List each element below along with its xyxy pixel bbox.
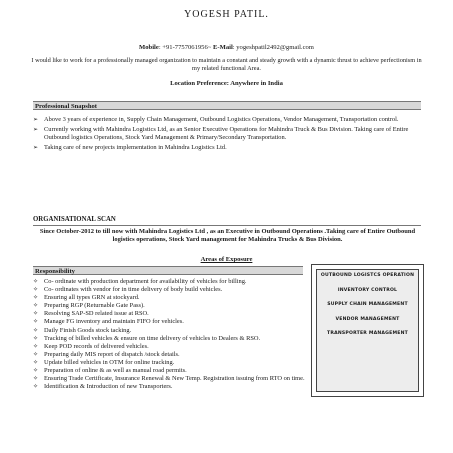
diamond-bullet-icon: ✧ [33, 350, 39, 358]
diamond-bullet-icon: ✧ [33, 383, 39, 391]
list-item: ➢ Above 3 years of experience in, Supply Chain Management, Outbound Logistics Operations, Vendor Management, Transportation control. [33, 116, 399, 123]
diamond-bullet-icon: ✧ [33, 334, 39, 342]
current-role-summary: Since October-2012 to till now with Mahindra Logistics Ltd , as an Executive in Outbound Operations .Taking care of Entire Outbound logistics operations, Stock Yard management for Mahindra Trucks & Bus Division. [39, 228, 416, 243]
list-item: ✧ Preparing daily MIS report of dispatch /stock details. [33, 350, 180, 358]
diamond-bullet-icon: ✧ [33, 278, 39, 285]
diamond-bullet-icon: ✧ [33, 358, 39, 366]
contact-line [0, 44, 453, 51]
email-label: E-Mail [213, 44, 233, 51]
mobile-value: : +91-7757061956~ [158, 44, 212, 51]
skill-item: INVENTORY CONTROL [337, 287, 398, 293]
skill-item: OUTBOUND LOGISTCS OPERATION [320, 273, 415, 278]
list-item: ✧ Ensuring Trade Certificate, Insurance Renewal & New Temp. Registration issuing from RTO on time. [33, 375, 305, 383]
arrow-bullet-icon: ➢ [33, 116, 39, 123]
list-item: ✧ Co- ordinate with production department for availability of vehicles for billing. [33, 278, 247, 285]
diamond-bullet-icon: ✧ [33, 294, 39, 302]
diamond-bullet-icon: ✧ [33, 318, 39, 326]
skill-item: VENDOR MANAGEMENT [335, 316, 400, 322]
skills-inner-panel [316, 269, 419, 392]
arrow-bullet-icon: ➢ [33, 126, 39, 134]
org-scan-heading: ORGANISATIONAL SCAN [33, 216, 116, 223]
diamond-bullet-icon: ✧ [33, 310, 39, 318]
list-item: ✧ Ensuring all types GRN at stockyard. [33, 294, 140, 302]
mobile-label: Mobile [139, 44, 159, 51]
skill-item: TRANSPORTER MANAGEMENT [327, 331, 408, 336]
list-item: ✧ Preparation of online & as well as manual road permits. [33, 367, 187, 375]
list-item: ✧ Update billed vehicles in OTM for online tracking. [33, 358, 175, 366]
exposure-heading: Areas of Exposure [200, 256, 253, 263]
skills-box [311, 264, 424, 397]
career-objective: I would like to work for a professionally managed organization to maintain a constant and steady growth with a dynamic thrust to achieve perfectionism in my related functional Area. [31, 57, 422, 72]
list-item: ✧ Resolving SAP-SD related issue at RSO. [33, 310, 149, 318]
diamond-bullet-icon: ✧ [33, 342, 39, 350]
responsibility-heading: Responsibility [33, 266, 303, 275]
list-item: ✧ Daily Finish Goods stock tacking. [33, 326, 132, 334]
list-item: ✧ Manage FG inventory and maintain FIFO for vehicles. [33, 318, 184, 326]
list-item: ✧ Keep POD records of delivered vehicles. [33, 342, 149, 350]
email-value: : yogeshpatil2492@gmail.com [232, 44, 314, 51]
diamond-bullet-icon: ✧ [33, 375, 39, 383]
list-item: ✧ Identification & Introduction of new Transporters. [33, 383, 173, 391]
location-preference: Location Preference: Anywhere in India [170, 80, 283, 87]
snapshot-heading: Professional Snapshot [33, 101, 421, 110]
snapshot-list [33, 116, 421, 154]
candidate-name: YOGESH PATIL. [184, 9, 269, 20]
list-item: ➢ Currently working with Mahindra Logistics Ltd, as an Senior Executive Operations for Mahindra Truck & Bus Division. Taking care of Entire Outbound logistics Operations, Stock Yard Management & Primary/Secondary Transportation. [33, 126, 409, 142]
diamond-bullet-icon: ✧ [33, 367, 39, 375]
list-item: ➢ Taking care of new projects implementation in Mahindra Logistics Ltd. [33, 144, 227, 152]
list-item: ✧ Co- ordinates with vendor for in time delivery of body build vehicles. [33, 286, 223, 294]
diamond-bullet-icon: ✧ [33, 302, 39, 310]
diamond-bullet-icon: ✧ [33, 286, 39, 294]
list-item: ✧ Preparing RGP (Returnable Gate Pass). [33, 302, 145, 310]
diamond-bullet-icon: ✧ [33, 326, 39, 334]
arrow-bullet-icon: ➢ [33, 144, 39, 152]
skill-item: SUPPLY CHAIN MANAGEMENT [327, 302, 408, 307]
list-item: ✧ Tracking of billed vehicles & ensure on time delivery of vehicles to Dealers & RSO. [33, 334, 261, 342]
